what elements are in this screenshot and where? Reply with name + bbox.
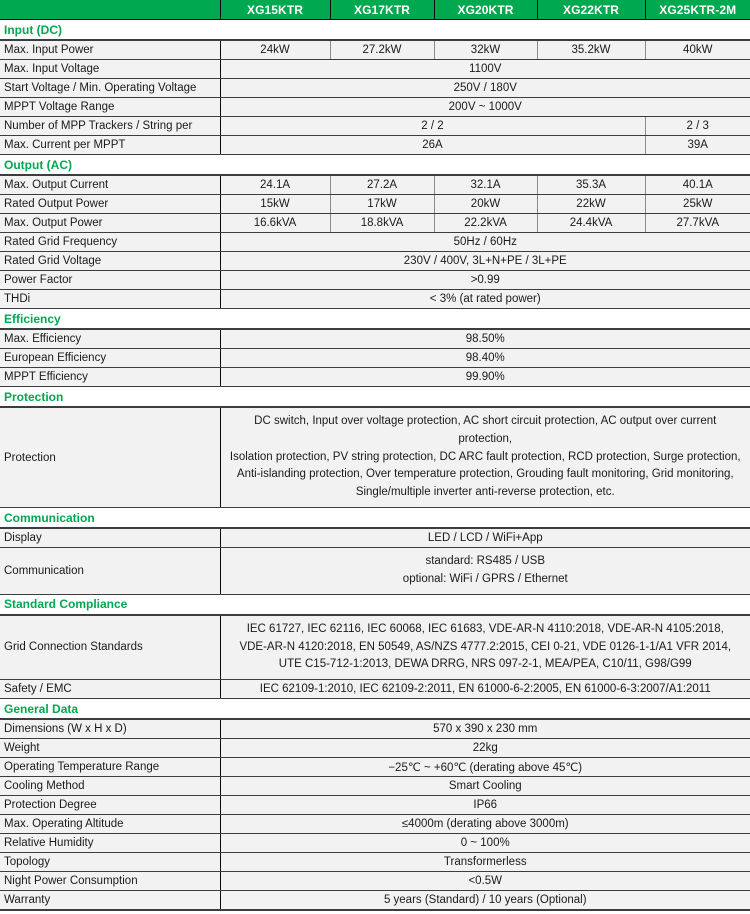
spec-label: Rated Grid Frequency [0,233,220,252]
spec-label: Protection [0,407,220,508]
spec-row [0,615,750,680]
spec-value: 0 ~ 100% [220,834,750,853]
model-header-5: XG25KTR-2M [645,0,750,20]
spec-row [0,758,750,777]
spec-row [0,528,750,548]
spec-row [0,60,750,79]
spec-value-3: 32.1A [434,175,537,195]
spec-row [0,777,750,796]
spec-value-2: 17kW [330,195,434,214]
spec-row [0,739,750,758]
spec-value: −25℃ ~ +60℃ (derating above 45℃) [220,758,750,777]
section-header-row [0,699,750,720]
spec-value-group: 26A [220,136,645,155]
spec-value-line-2: Isolation protection, PV string protection, DC ARC fault protection, RCD protection, Surge protection, [229,450,741,463]
spec-row [0,680,750,699]
section-title: Output (AC) [0,155,750,176]
spec-label: Dimensions (W x H x D) [0,719,220,739]
spec-value-3: 20kW [434,195,537,214]
spec-label: MPPT Efficiency [0,368,220,387]
spec-value: 98.50% [220,329,750,349]
section-header-row [0,387,750,408]
spec-value-last: 2 / 3 [645,117,750,136]
spec-label: Number of MPP Trackers / String per [0,117,220,136]
spec-label: Max. Input Power [0,40,220,60]
spec-label: Communication [0,548,220,595]
spec-row [0,175,750,195]
spec-label: Safety / EMC [0,680,220,699]
spec-label: Max. Output Power [0,214,220,233]
spec-row [0,349,750,368]
spec-value-3: 22.2kVA [434,214,537,233]
spec-label: Topology [0,853,220,872]
spec-label: Max. Operating Altitude [0,815,220,834]
spec-label: Night Power Consumption [0,872,220,891]
spec-value-3: 32kW [434,40,537,60]
spec-row [0,872,750,891]
spec-value: 98.40% [220,349,750,368]
spec-label: Display [0,528,220,548]
spec-row [0,548,750,595]
spec-value: ≤4000m (derating above 3000m) [220,815,750,834]
spec-row [0,40,750,60]
spec-value: 99.90% [220,368,750,387]
spec-row [0,214,750,233]
spec-label: Protection Degree [0,796,220,815]
spec-value: IP66 [220,796,750,815]
spec-label: European Efficiency [0,349,220,368]
spec-label: Max. Output Current [0,175,220,195]
spec-value: LED / LCD / WiFi+App [220,528,750,548]
spec-value-4: 24.4kVA [537,214,645,233]
spec-label: Weight [0,739,220,758]
spec-row [0,834,750,853]
spec-value: 230V / 400V, 3L+N+PE / 3L+PE [220,252,750,271]
spec-value: <0.5W [220,872,750,891]
spec-row [0,368,750,387]
model-header-1: XG15KTR [220,0,330,20]
spec-value: >0.99 [220,271,750,290]
model-header-blank [0,0,220,20]
spec-row [0,136,750,155]
spec-value-4: 22kW [537,195,645,214]
spec-row [0,195,750,214]
spec-label: THDi [0,290,220,309]
model-header-row [0,0,750,20]
spec-label: Max. Efficiency [0,329,220,349]
spec-label: Start Voltage / Min. Operating Voltage [0,79,220,98]
section-title: Protection [0,387,750,408]
spec-value: Smart Cooling [220,777,750,796]
model-header-4: XG22KTR [537,0,645,20]
spec-value-5: 25kW [645,195,750,214]
model-header-3: XG20KTR [434,0,537,20]
spec-value-last: 39A [645,136,750,155]
spec-row [0,815,750,834]
model-header-2: XG17KTR [330,0,434,20]
spec-value-1: 24kW [220,40,330,60]
spec-value-line-3: Anti-islanding protection, Over temperature protection, Grouding fault monitoring, Grid monitoring, [236,468,734,481]
spec-value-5: 27.7kVA [645,214,750,233]
spec-value [220,548,750,595]
section-title: Efficiency [0,309,750,330]
spec-value: 570 x 390 x 230 mm [220,719,750,739]
spec-row [0,271,750,290]
spec-value: 5 years (Standard) / 10 years (Optional) [220,891,750,911]
spec-row [0,407,750,508]
spec-label: Max. Current per MPPT [0,136,220,155]
spec-row [0,79,750,98]
spec-label: Grid Connection Standards [0,615,220,680]
spec-label: Rated Grid Voltage [0,252,220,271]
spec-value: 250V / 180V [220,79,750,98]
spec-value: 50Hz / 60Hz [220,233,750,252]
spec-value: 1100V [220,60,750,79]
spec-value-line-3: UTE C15-712-1:2013, DEWA DRRG, NRS 097-2-1, MEA/PEA, C10/11, G98/G99 [278,658,692,671]
section-title: Communication [0,508,750,529]
spec-value-line-1: IEC 61727, IEC 62116, IEC 60068, IEC 61683, VDE-AR-N 4110:2018, VDE-AR-N 4105:2018, [246,622,724,635]
spec-label: Max. Input Voltage [0,60,220,79]
spec-value: IEC 62109-1:2010, IEC 62109-2:2011, EN 61000-6-2:2005, EN 61000-6-3:2007/A1:2011 [220,680,750,699]
section-header-row [0,20,750,41]
spec-value-1: 15kW [220,195,330,214]
spec-row [0,796,750,815]
section-title: Input (DC) [0,20,750,41]
spec-row [0,853,750,872]
spec-value-2: 18.8kVA [330,214,434,233]
spec-value-line-1: standard: RS485 / USB [425,555,546,568]
spec-label: Power Factor [0,271,220,290]
spec-row [0,252,750,271]
spec-value-2: 27.2A [330,175,434,195]
spec-value-1: 24.1A [220,175,330,195]
section-header-row [0,155,750,176]
spec-value-line-2: VDE-AR-N 4120:2018, EN 50549, AS/NZS 4777.2:2015, CEI 0-21, VDE 0126-1-1/A1 VFR 2014, [239,640,732,653]
spec-value: 200V ~ 1000V [220,98,750,117]
spec-value-5: 40kW [645,40,750,60]
spec-row [0,233,750,252]
spec-label: MPPT Voltage Range [0,98,220,117]
spec-value-5: 40.1A [645,175,750,195]
spec-value-4: 35.3A [537,175,645,195]
spec-row [0,891,750,911]
spec-label: Rated Output Power [0,195,220,214]
spec-label: Warranty [0,891,220,911]
spec-value-4: 35.2kW [537,40,645,60]
spec-value [220,615,750,680]
spec-value-line-2: optional: WiFi / GPRS / Ethernet [402,572,568,585]
spec-row [0,329,750,349]
section-header-row [0,508,750,529]
spec-value-1: 16.6kVA [220,214,330,233]
spec-label: Operating Temperature Range [0,758,220,777]
spec-label: Relative Humidity [0,834,220,853]
spec-value-line-4: Single/multiple inverter anti-reverse protection, etc. [355,486,615,499]
spec-row [0,719,750,739]
section-title: General Data [0,699,750,720]
spec-label: Cooling Method [0,777,220,796]
spec-value: Transformerless [220,853,750,872]
spec-row [0,98,750,117]
section-header-row [0,594,750,615]
spec-value [220,407,750,508]
spec-value-group: 2 / 2 [220,117,645,136]
spec-value-line-1: DC switch, Input over voltage protection, AC short circuit protection, AC output over current protection, [254,415,717,445]
spec-row [0,290,750,309]
spec-row [0,117,750,136]
spec-value-2: 27.2kW [330,40,434,60]
spec-value: 22kg [220,739,750,758]
section-title: Standard Compliance [0,594,750,615]
spec-value: < 3% (at rated power) [220,290,750,309]
section-header-row [0,309,750,330]
